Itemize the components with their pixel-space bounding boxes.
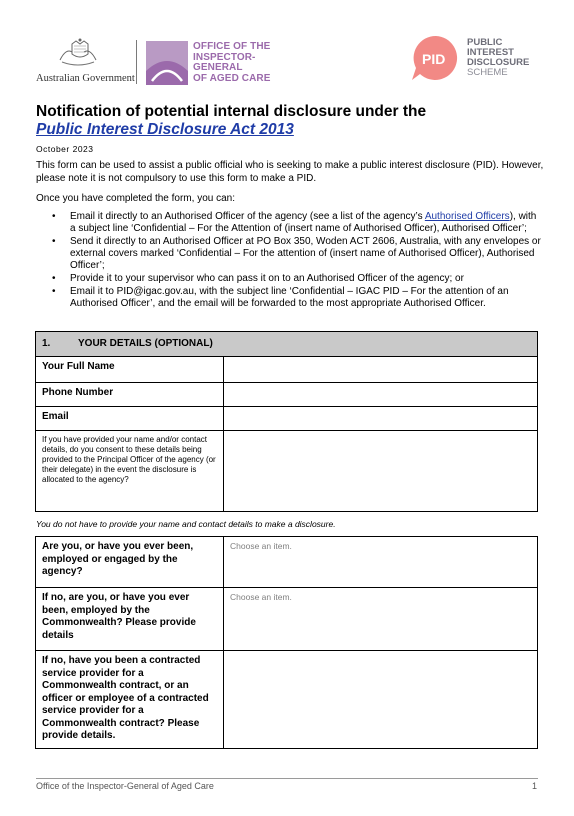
list-item: • Send it directly to an Authorised Officer at PO Box 350, Woden ACT 2606, Australia, with any envelopes or external covers marked ‘Confidential – For the attention of (insert name of Authorised Officer), Authorised Officer’; — [52, 236, 542, 272]
footer-divider — [36, 778, 538, 779]
oig-logo-text: OFFICE OF THE INSPECTOR- GENERAL OF AGED CARE — [193, 41, 271, 84]
pid-logo — [410, 34, 545, 82]
section-heading: 1. YOUR DETAILS (OPTIONAL) — [36, 332, 538, 357]
document-header — [0, 0, 574, 95]
oig-logo — [146, 41, 276, 87]
oig-mark-icon — [146, 41, 188, 85]
pid-mark-icon — [410, 34, 462, 82]
list-item: • Email it directly to an Authorised Officer of the agency (see a list of the agency’s Authorised Officers), with a subject line ‘Confidential – For the Attention of (insert name of Authorised Officer), Authorised Officer’; — [52, 211, 542, 235]
commonwealth-question: If no, are you, or have you ever been, employed by the Commonwealth? Please provide details — [36, 588, 224, 651]
contractor-question: If no, have you been a contracted service provider for a Commonwealth contract, or an officer or employee of a contracted service provider for a Commonwealth contract? Please provide details. — [36, 651, 224, 749]
page-number: 1 — [532, 781, 538, 791]
consent-label: If you have provided your name and/or contact details, do you consent to these details being provided to the Principal Officer of the agency (or their delegate) in the event the disclosure is allocated to the agency? — [36, 431, 224, 512]
employment-table — [35, 536, 538, 749]
full-name-label: Your Full Name — [36, 357, 224, 383]
employed-dropdown[interactable]: Choose an item. — [224, 537, 538, 588]
australian-government-logo — [36, 38, 135, 86]
details-note: You do not have to provide your name and contact details to make a disclosure. — [36, 519, 336, 529]
document-date: October 2023 — [36, 144, 94, 154]
full-name-field[interactable] — [224, 357, 538, 383]
commonwealth-dropdown[interactable]: Choose an item. — [224, 588, 538, 651]
your-details-table — [35, 331, 538, 512]
submission-options-list — [52, 211, 542, 311]
consent-field[interactable] — [224, 431, 538, 512]
page-title — [36, 103, 546, 139]
pid-logo-text: PUBLIC INTEREST DISCLOSURE SCHEME — [467, 37, 530, 78]
header-divider — [136, 40, 137, 84]
list-item: • Provide it to your supervisor who can pass it on to an Authorised Officer of the agency; or — [52, 273, 542, 285]
authorised-officers-link[interactable]: Authorised Officers — [424, 211, 510, 222]
footer-text: Office of the Inspector-General of Aged Care — [36, 781, 214, 791]
title-line: Notification of potential internal disclosure under the — [36, 103, 427, 120]
phone-field[interactable] — [224, 383, 538, 407]
phone-label: Phone Number — [36, 383, 224, 407]
list-item: • Email it to PID@igac.gov.au, with the subject line ‘Confidential – IGAC PID – For the attention of an Authorised Officer’, and the email will be forwarded to the most appropriate Authorised Officer. — [52, 286, 542, 310]
employed-question: Are you, or have you ever been, employed or engaged by the agency? — [36, 537, 224, 588]
email-field[interactable] — [224, 407, 538, 431]
svg-text:PID: PID — [422, 51, 446, 67]
gov-text: Australian Government — [36, 73, 135, 84]
intro-paragraph: This form can be used to assist a public official who is seeking to make a public interest disclosure (PID). However, please note it is not compulsory to use this form to make a PID. — [36, 160, 544, 184]
intro-options: Once you have completed the form, you can: — [36, 193, 235, 204]
contractor-field[interactable] — [224, 651, 538, 749]
coat-of-arms-icon — [56, 38, 100, 68]
email-label: Email — [36, 407, 224, 431]
act-link[interactable]: Public Interest Disclosure Act 2013 — [36, 121, 294, 138]
